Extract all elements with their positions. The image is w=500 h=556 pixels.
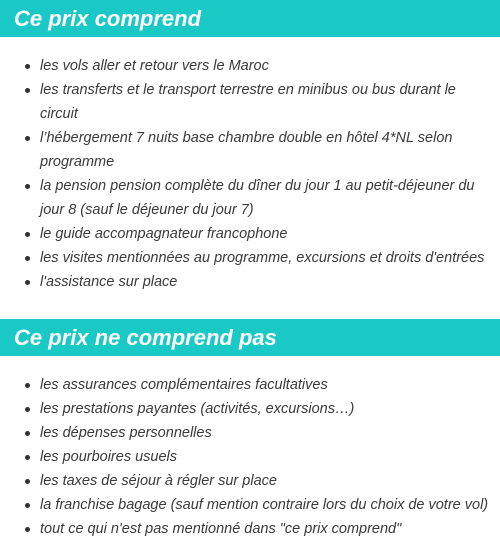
list-item-text: la franchise bagage (sauf mention contraire lors du choix de votre vol): [40, 497, 489, 513]
list-item-text: les transferts et le transport terrestre en minibus ou bus durant le circuit: [40, 82, 456, 122]
list-item: [0, 222, 500, 246]
list-item-text: les vols aller et retour vers le Maroc: [40, 58, 269, 74]
list-item: [0, 373, 500, 397]
price-includes-list: [0, 54, 500, 294]
bullet-icon: [25, 136, 30, 141]
bullet-icon: [25, 407, 30, 412]
bullet-icon: [25, 232, 30, 237]
price-includes-title: Ce prix comprend: [0, 0, 500, 37]
list-item: [0, 174, 500, 222]
list-item-text: les visites mentionnées au programme, excursions et droits d'entrées: [40, 250, 485, 266]
list-item-text: le guide accompagnateur francophone: [40, 226, 288, 242]
list-item: [0, 469, 500, 493]
list-item-text: les taxes de séjour à régler sur place: [40, 473, 277, 489]
bullet-icon: [25, 184, 30, 189]
list-item: [0, 78, 500, 126]
list-item: [0, 517, 500, 541]
bullet-icon: [25, 64, 30, 69]
list-item: [0, 445, 500, 469]
list-item-text: les prestations payantes (activités, excursions…): [40, 401, 355, 417]
bullet-icon: [25, 503, 30, 508]
bullet-icon: [25, 455, 30, 460]
price-excludes-list: [0, 373, 500, 541]
bullet-icon: [25, 256, 30, 261]
bullet-icon: [25, 431, 30, 436]
list-item-text: tout ce qui n'est pas mentionné dans "ce prix comprend": [40, 521, 402, 537]
list-item-text: les assurances complémentaires facultatives: [40, 377, 328, 393]
list-item-text: les dépenses personnelles: [40, 425, 212, 441]
bullet-icon: [25, 527, 30, 532]
list-item-text: la pension pension complète du dîner du jour 1 au petit-déjeuner du jour 8 (sauf le déjeuner du jour 7): [40, 178, 475, 218]
list-item: [0, 493, 500, 517]
list-item-text: les pourboires usuels: [40, 449, 178, 465]
bullet-icon: [25, 479, 30, 484]
list-item: [0, 421, 500, 445]
list-item: [0, 126, 500, 174]
bullet-icon: [25, 383, 30, 388]
list-item: [0, 54, 500, 78]
list-item-text: l’hébergement 7 nuits base chambre double en hôtel 4*NL selon programme: [40, 130, 453, 170]
bullet-icon: [25, 280, 30, 285]
price-excludes-title: Ce prix ne comprend pas: [0, 319, 500, 356]
list-item: [0, 270, 500, 294]
bullet-icon: [25, 88, 30, 93]
price-excludes-section: [0, 319, 500, 541]
list-item-text: l'assistance sur place: [40, 274, 178, 290]
list-item: [0, 397, 500, 421]
list-item: [0, 246, 500, 270]
